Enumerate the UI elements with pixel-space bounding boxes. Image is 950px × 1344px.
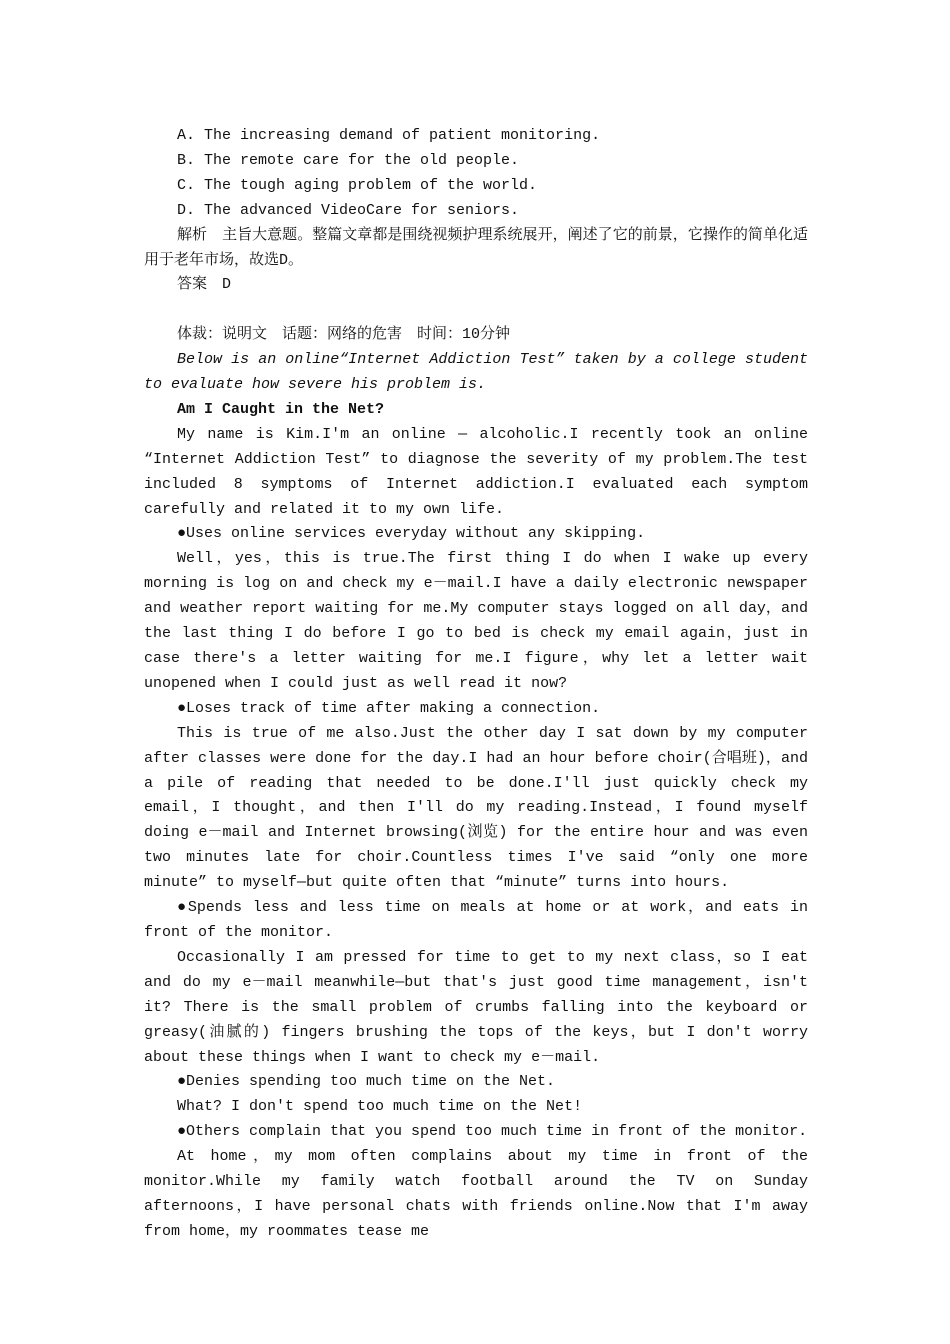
document-page bbox=[144, 124, 808, 1245]
passage-meta: 体裁：说明文 话题：网络的危害 时间：10分钟 bbox=[177, 326, 511, 344]
paragraph-5: What? I don't spend too much time on the Net! bbox=[177, 1098, 583, 1116]
option-d: D. The advanced VideoCare for seniors. bbox=[177, 201, 520, 219]
paragraph-2: Well，yes，this is true.The first thing I do when I wake up every morning is log on and check my e－mail.I have a daily electronic newspaper and weather report waiting for me.My computer stays logged on all day，and the last thing I do before I go to bed is check my email again，just in case there's a letter waiting for me.I figure，why let a letter wait unopened when I could just as well read it now? bbox=[144, 550, 808, 692]
symptom-1: ●Uses online services everyday without any skipping. bbox=[177, 525, 646, 543]
option-b: B. The remote care for the old people. bbox=[177, 151, 520, 169]
option-a: A. The increasing demand of patient monitoring. bbox=[177, 127, 601, 144]
passage-intro: Below is an online“Internet Addiction Test” taken by a college student to evaluate how severe his problem is. bbox=[144, 351, 808, 394]
symptom-4: ●Denies spending too much time on the Net. bbox=[177, 1073, 556, 1091]
paragraph-4: Occasionally I am pressed for time to get to my next class，so I eat and do my e－mail meanwhile—but that's just good time management，isn't it? There is the small problem of crumbs falling into the keyboard or greasy(油腻的) fingers brushing the tops of the keys，but I don't worry about these things when I want to check my e－mail. bbox=[144, 948, 808, 1066]
symptom-2: ●Loses track of time after making a connection. bbox=[177, 699, 601, 717]
paragraph-1: My name is Kim.I'm an online — alcoholic.I recently took an online “Internet Addiction Test” to diagnose the severity of my problem.The test included 8 symptoms of Internet addiction.I evaluated each symptom carefully and related it to my own life. bbox=[144, 425, 808, 518]
paragraph-6: At home，my mom often complains about my time in front of the monitor.While my family watch football around the TV on Sunday afternoons，I have personal chats with friends online.Now that I'm away from home，my roommates tease me bbox=[144, 1148, 808, 1240]
section-gap bbox=[144, 298, 808, 323]
symptom-3: ●Spends less and less time on meals at home or at work，and eats in front of the monitor. bbox=[144, 899, 808, 941]
answer-text: 答案 D bbox=[177, 276, 232, 294]
option-c: C. The tough aging problem of the world. bbox=[177, 176, 538, 194]
analysis-text: 解析 主旨大意题。整篇文章都是围绕视频护理系统展开，阐述了它的前景，它操作的简单化适用于老年市场，故选D。 bbox=[144, 226, 808, 269]
paragraph-3: This is true of me also.Just the other day I sat down by my computer after classes were done for the day.I had an hour before choir(合唱班)，and a pile of reading that needed to be done.I'll just quickly check my email，I thought，and then I'll do my reading.Instead，I found myself doing e－mail and Internet browsing(浏览) for the entire hour and was even two minutes late for choir.Countless times I've said “only one more minute” to myself—but quite often that “minute” turns into hours. bbox=[144, 724, 808, 892]
symptom-5: ●Others complain that you spend too much time in front of the monitor. bbox=[177, 1123, 808, 1141]
passage-title: Am I Caught in the Net? bbox=[177, 400, 385, 418]
